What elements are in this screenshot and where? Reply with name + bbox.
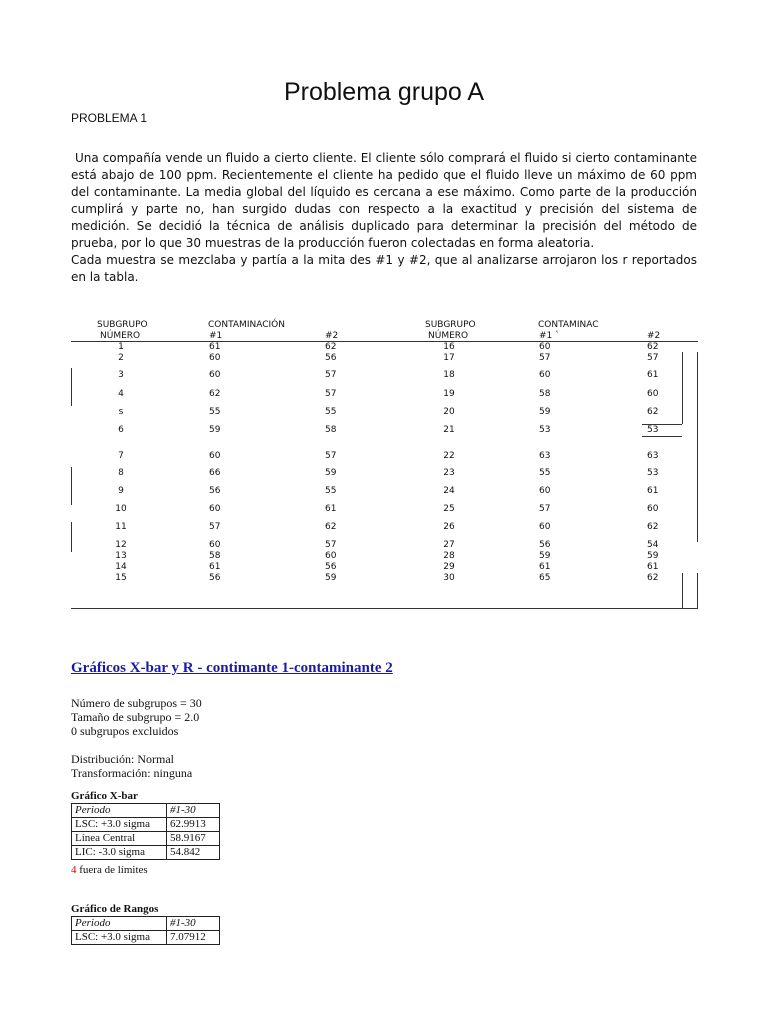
cell-c1-left: 60 (209, 353, 221, 363)
cell-c2-right: 62 (647, 573, 659, 583)
cell-subgroup-right: 25 (443, 504, 455, 514)
right-bar-2 (697, 352, 698, 542)
cell-c1-left: 60 (209, 451, 221, 461)
hdr-c2-left: #2 (325, 331, 339, 341)
cell-subgroup-left: 1 (118, 342, 124, 352)
rangos-heading: Gráfico de Rangos (71, 903, 159, 915)
cell-c2-right: 61 (647, 370, 659, 380)
table-row (72, 931, 220, 945)
data-table (71, 318, 698, 618)
out-of-limits-text: fuera de límites (76, 864, 148, 876)
cell-c2-right: 62 (647, 522, 659, 532)
cell-c2-left: 59 (325, 573, 337, 583)
cell-c1-left: 66 (209, 468, 221, 478)
hdr-numero-left: NÚMERO (100, 331, 141, 341)
hdr-subgrupo-right: SUBGRUPO (425, 320, 476, 330)
cell-c2-right: 60 (647, 504, 659, 514)
cell-c1-left: 62 (209, 389, 221, 399)
hdr-contaminacion-left: CONTAMINACIÓN (208, 320, 285, 330)
cell-subgroup-left: 8 (118, 468, 124, 478)
cell-subgroup-right: 23 (443, 468, 455, 478)
info-line: Transformación: ninguna (71, 766, 193, 780)
cell: #1-30 (167, 804, 220, 818)
chart-info (71, 696, 202, 780)
cell-c1-left: 60 (209, 370, 221, 380)
info-line: 0 subgrupos excluidos (71, 724, 179, 738)
left-bar-3 (71, 522, 72, 552)
cell-c1-right: 60 (539, 486, 551, 496)
cell-c2-left: 57 (325, 540, 337, 550)
cell: 62.9913 (167, 818, 220, 832)
cell-c2-right: 53 (647, 425, 659, 435)
cell-c1-right: 56 (539, 540, 551, 550)
cell-subgroup-left: 15 (115, 573, 127, 583)
cell: 7.07912 (167, 931, 220, 945)
info-line: Número de subgrupos = 30 (71, 696, 202, 710)
cell-c2-left: 56 (325, 353, 337, 363)
cell-c1-left: 61 (209, 562, 221, 572)
cell-c2-right: 60 (647, 389, 659, 399)
cell-c2-right: 62 (647, 342, 659, 352)
cell-c2-left: 61 (325, 504, 337, 514)
cell-c1-right: 60 (539, 342, 551, 352)
paragraph-1 (71, 150, 697, 252)
cell-c1-right: 58 (539, 389, 551, 399)
info-line: Tamaño de subgrupo = 2.0 (71, 710, 200, 724)
problem-statement (71, 150, 697, 286)
table-row (72, 917, 220, 931)
cell-c2-left: 56 (325, 562, 337, 572)
cell-subgroup-left: 9 (118, 486, 124, 496)
section-link[interactable]: Gráficos X-bar y R - contimante 1-contaminante 2 (71, 660, 393, 676)
info-line (71, 738, 202, 752)
bottom-rule (71, 608, 698, 609)
out-of-limits-note (71, 864, 148, 876)
cell-subgroup-left: 6 (118, 425, 124, 435)
cell-c1-right: 65 (539, 573, 551, 583)
right-short-rule-2 (642, 436, 682, 437)
cell-subgroup-right: 24 (443, 486, 455, 496)
right-bar-3 (682, 573, 683, 609)
cell-c2-right: 59 (647, 551, 659, 561)
cell-subgroup-right: 26 (443, 522, 455, 532)
cell-c2-right: 54 (647, 540, 659, 550)
cell-subgroup-right: 27 (443, 540, 455, 550)
cell-subgroup-right: 21 (443, 425, 455, 435)
cell-subgroup-right: 19 (443, 389, 455, 399)
rangos-table (71, 916, 220, 945)
cell-subgroup-right: 28 (443, 551, 455, 561)
cell-c2-left: 60 (325, 551, 337, 561)
cell-c1-right: 60 (539, 370, 551, 380)
cell-c2-left: 55 (325, 407, 337, 417)
cell-c1-right: 57 (539, 504, 551, 514)
cell: 54.842 (167, 846, 220, 860)
table-row (72, 804, 220, 818)
hdr-contaminac-right: CONTAMINAC (538, 320, 599, 330)
cell-subgroup-left: s (118, 407, 124, 417)
cell-subgroup-left: 3 (118, 370, 124, 380)
cell-c2-left: 57 (325, 451, 337, 461)
left-bar-2 (71, 467, 72, 505)
cell-subgroup-left: 7 (118, 451, 124, 461)
header-rule (71, 341, 698, 342)
cell: Periodo (72, 917, 167, 931)
cell-c2-right: 53 (647, 468, 659, 478)
cell-subgroup-left: 4 (118, 389, 124, 399)
cell-subgroup-right: 22 (443, 451, 455, 461)
cell-c2-left: 55 (325, 486, 337, 496)
cell-c2-right: 62 (647, 407, 659, 417)
cell-c1-right: 55 (539, 468, 551, 478)
table-row (72, 818, 220, 832)
cell-c2-left: 62 (325, 342, 337, 352)
cell-c1-right: 59 (539, 551, 551, 561)
hdr-c2-right: #2 (647, 331, 661, 341)
cell-c1-left: 60 (209, 540, 221, 550)
cell-c2-left: 57 (325, 370, 337, 380)
paragraph-1-text: Una compañía vende un fluido a cierto cliente. El cliente sólo comprará el fluido si cierto contaminante está abajo de 100 ppm. Recientemente el cliente ha pedido que el fluido lleve un máximo de 60 ppm del contaminante. La media global del líquido es cercana a ese máximo. Como parte de la producción cumplirá y parte no, han surgido dudas con respecto a la exactitud y precisión del sistema de medición. Se decidió la técnica de análisis duplicado para determinar la precisión del método de prueba, por lo que 30 muestras de la producción fueron colectadas en forma aleatoria. (71, 151, 697, 250)
cell-subgroup-left: 14 (115, 562, 127, 572)
cell-subgroup-left: 10 (115, 504, 127, 514)
cell-subgroup-right: 29 (443, 562, 455, 572)
right-bar-1 (682, 352, 683, 424)
hdr-subgrupo-left: SUBGRUPO (97, 320, 148, 330)
xbar-table (71, 803, 220, 860)
out-of-limits-count: 4 (71, 864, 77, 876)
cell-c1-right: 63 (539, 451, 551, 461)
right-bar-4 (697, 573, 698, 609)
cell-c2-left: 59 (325, 468, 337, 478)
xbar-heading: Gráfico X-bar (71, 790, 138, 802)
cell-c1-right: 61 (539, 562, 551, 572)
cell-c2-left: 58 (325, 425, 337, 435)
cell-subgroup-left: 12 (115, 540, 127, 550)
cell-c1-left: 56 (209, 486, 221, 496)
hdr-c1-right: #1 ` (539, 331, 560, 341)
cell-c1-left: 55 (209, 407, 221, 417)
cell-c1-left: 56 (209, 573, 221, 583)
cell-subgroup-left: 2 (118, 353, 124, 363)
cell-c1-left: 58 (209, 551, 221, 561)
problem-tag: PROBLEMA 1 (71, 111, 148, 125)
cell: LSC: +3.0 sigma (72, 931, 167, 945)
cell-subgroup-right: 16 (443, 342, 455, 352)
cell-subgroup-left: 11 (115, 522, 127, 532)
hdr-c1-left: #1 (209, 331, 223, 341)
cell: Periodo (72, 804, 167, 818)
cell-subgroup-right: 30 (443, 573, 455, 583)
page-title: Problema grupo A (283, 78, 485, 106)
cell-c1-right: 57 (539, 353, 551, 363)
cell-c1-right: 53 (539, 425, 551, 435)
cell-c2-right: 61 (647, 486, 659, 496)
info-line: Distribución: Normal (71, 752, 174, 766)
table-row (72, 832, 220, 846)
left-bar-1 (71, 368, 72, 406)
cell: Línea Central (72, 832, 167, 846)
cell-c2-left: 62 (325, 522, 337, 532)
table-row (72, 846, 220, 860)
cell-subgroup-right: 18 (443, 370, 455, 380)
cell-c2-right: 63 (647, 451, 659, 461)
paragraph-2: Cada muestra se mezclaba y partía a la mita des #1 y #2, que al analizarse arrojaron los r reportados en la tabla. (71, 253, 697, 284)
cell-subgroup-right: 20 (443, 407, 455, 417)
cell-c2-left: 57 (325, 389, 337, 399)
cell: 58.9167 (167, 832, 220, 846)
cell-c2-right: 57 (647, 353, 659, 363)
cell: LIC: -3.0 sigma (72, 846, 167, 860)
cell-c1-right: 59 (539, 407, 551, 417)
cell: LSC: +3.0 sigma (72, 818, 167, 832)
cell-c1-left: 60 (209, 504, 221, 514)
cell-c1-left: 61 (209, 342, 221, 352)
cell-c1-left: 59 (209, 425, 221, 435)
hdr-numero-right: NÚMERO (428, 331, 469, 341)
cell: #1-30 (167, 917, 220, 931)
cell-c1-left: 57 (209, 522, 221, 532)
cell-c2-right: 61 (647, 562, 659, 572)
cell-subgroup-left: 13 (115, 551, 127, 561)
cell-c1-right: 60 (539, 522, 551, 532)
cell-subgroup-right: 17 (443, 353, 455, 363)
